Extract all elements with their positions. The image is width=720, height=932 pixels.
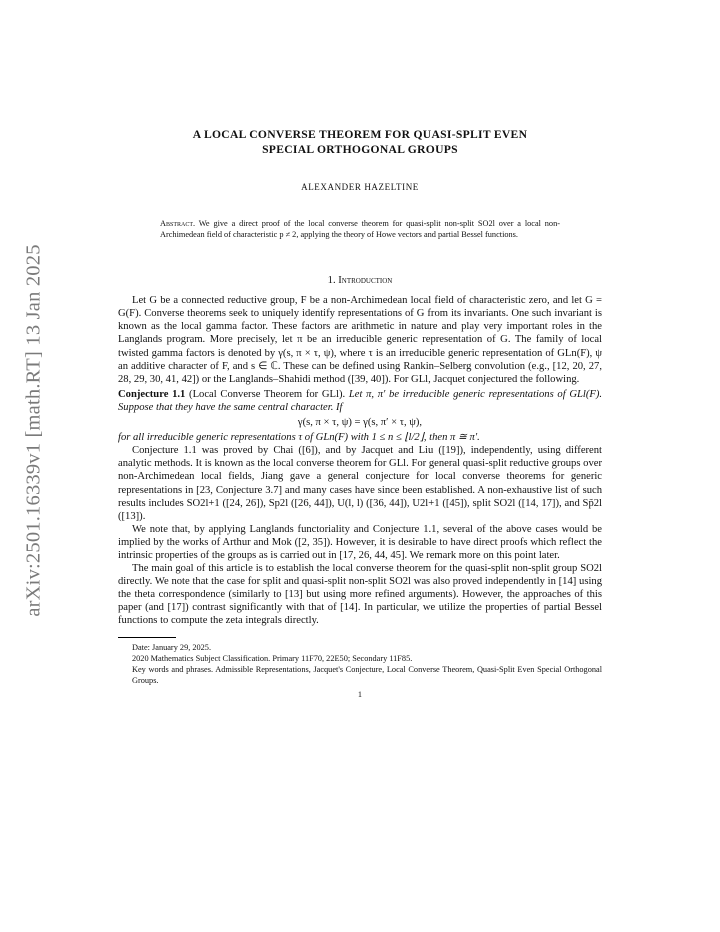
footnotes bbox=[118, 642, 602, 686]
conjecture-label: Conjecture 1.1 bbox=[118, 388, 186, 400]
footnote-keywords: Key words and phrases. Admissible Representations, Jacquet's Conjecture, Local Converse Theorem, Quasi-Split Even Special Orthogonal Groups. bbox=[132, 664, 602, 685]
paragraph-1: Let G be a connected reductive group, F be a non-Archimedean local field of characteristic zero, and let G = G(F). Converse theorems seek to uniquely identify representations of G from its invariants. One such invariant is known as the local gamma factor. These factors are arithmetic in nature and play very important roles in the Langlands program. More precisely, let π be an irreducible generic representation of G. The family of local twisted gamma factors is denoted by γ(s, π × τ, ψ), where τ is an irreducible generic representation of GLn(F), ψ an additive character of F, and s ∈ ℂ. These can be defined using Rankin–Selberg convolution (e.g., [12, 20, 27, 28, 29, 30, 41, 42]) or the Langlands–Shahidi method ([39, 40]). For GLl, Jacquet conjectured the following. bbox=[118, 295, 602, 385]
paper-page bbox=[118, 128, 602, 701]
section-heading: 1. Introduction bbox=[327, 275, 393, 287]
paragraph-2: Conjecture 1.1 was proved by Chai ([6]), and by Jacquet and Liu ([19]), independently, using different analytic methods. It is known as the local converse theorem for GLl. For general quasi-split reductive groups over non-Archimedean local fields, Jiang gave a general conjecture for local converse theorems for generic representations in [23, Conjecture 3.7] and many cases have since been established. A non-exhaustive list of such results includes SO2l+1 ([24, 26]), Sp2l ([26, 44]), U(l, l) ([36, 44]), U2l+1 ([45]), split SO2l ([14, 17]), and Sp̃2l ([13]). bbox=[118, 445, 602, 522]
conjecture-text: Let π, π′ be irreducible generic representations of GLl(F). Suppose that they have the same central character. If bbox=[118, 388, 602, 413]
paragraph-3: We note that, by applying Langlands functoriality and Conjecture 1.1, several of the above cases would be implied by the works of Arthur and Mok ([2, 35]). However, it is desirable to have direct proofs which reflect the intrinsic properties of the groups as is carried out in [17, 26, 44, 45]. We remark more on this point later. bbox=[118, 523, 602, 561]
footnote-date: Date: January 29, 2025. bbox=[132, 642, 212, 652]
page-number: 1 bbox=[357, 689, 363, 699]
conjecture-tail: for all irreducible generic representations τ of GLn(F) with 1 ≤ n ≤ ⌊l/2⌋, then π ≅ π′. bbox=[118, 432, 480, 444]
abstract-label: Abstract. bbox=[160, 219, 196, 229]
conjecture-equation: γ(s, π × τ, ψ) = γ(s, π′ × τ, ψ), bbox=[297, 417, 423, 429]
title-line-2: SPECIAL ORTHOGONAL GROUPS bbox=[262, 142, 458, 156]
arxiv-stamp-text: arXiv:2501.16339v1 [math.RT] 13 Jan 2025 bbox=[22, 243, 45, 617]
footnote-rule bbox=[118, 637, 176, 638]
paper-title bbox=[118, 128, 602, 157]
arxiv-stamp bbox=[14, 210, 54, 650]
paragraph-4: The main goal of this article is to establish the local converse theorem for the quasi-split non-split group SO2l directly. We note that the case for split and quasi-split non-split SO2l was also proved independently in [14] using the theta correspondence (similarly to [13] but using more refined arguments). However, the approaches of this paper (and [17]) contrast significantly with that of [14]. In particular, we utilize the properties of partial Bessel functions to compute the zeta integrals directly. bbox=[118, 563, 602, 627]
title-line-1: A LOCAL CONVERSE THEOREM FOR QUASI-SPLIT EVEN bbox=[192, 128, 528, 141]
abstract-text: We give a direct proof of the local converse theorem for quasi-split non-split SO2l over a local non-Archimedean field of characteristic p ≠ 2, applying the theory of Howe vectors and partial Bessel functions. bbox=[160, 219, 560, 240]
conjecture-name: (Local Converse Theorem for GLl). bbox=[189, 388, 346, 400]
abstract bbox=[160, 218, 560, 240]
conjecture-block bbox=[118, 388, 602, 414]
footnote-msc: 2020 Mathematics Subject Classification. Primary 11F70, 22E50; Secondary 11F85. bbox=[132, 653, 413, 663]
author: ALEXANDER HAZELTINE bbox=[301, 182, 419, 192]
